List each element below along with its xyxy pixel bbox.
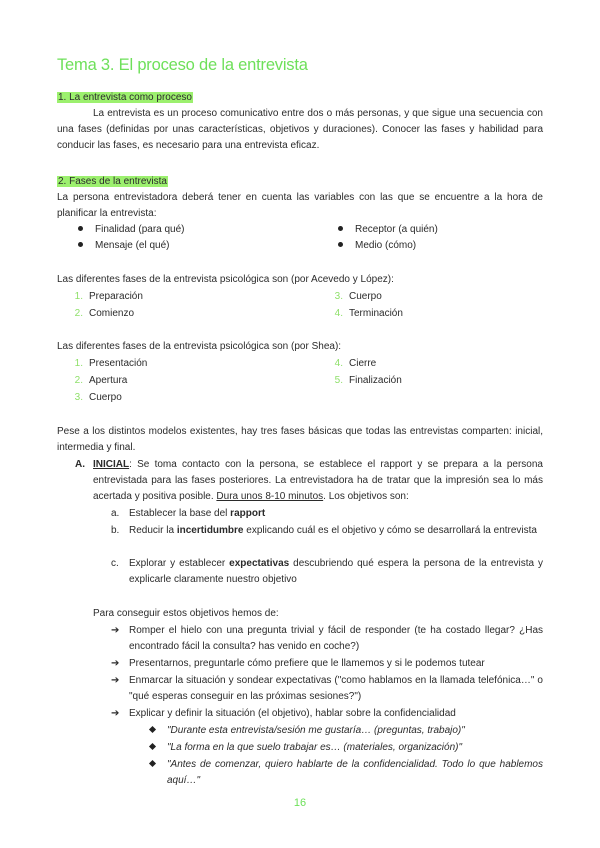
objective-item bbox=[129, 506, 543, 522]
inicial-label: INICIAL bbox=[93, 459, 130, 470]
objective-item bbox=[129, 556, 543, 588]
step-item: Romper el hielo con una pregunta trivial y fácil de responder (te ha costado llegar? ¿Has encontrado fácil la consulta? has venido en coche?) bbox=[129, 625, 543, 652]
phase-number: 1. bbox=[74, 358, 83, 369]
basic-phases-paragraph: Pese a los distintos modelos existentes, hay tres fases básicas que todas las entrevistas comparten: inicial, intermedia y final. bbox=[57, 426, 543, 453]
step-item: Presentarnos, preguntarle cómo prefiere que le llamemos y si le podemos tutear bbox=[129, 658, 485, 669]
inicial-letter-text: A. bbox=[75, 459, 85, 470]
phase-number: 2. bbox=[74, 308, 83, 319]
section-2-intro: La persona entrevistadora deberá tener en cuenta las variables con las que se encuentre a la hora de planificar la entrevista: bbox=[57, 192, 543, 219]
phase-number: 3. bbox=[334, 291, 343, 302]
objective-letter-text: b. bbox=[111, 525, 120, 536]
shea-phase bbox=[326, 356, 376, 372]
phase-label: Cuerpo bbox=[349, 291, 382, 302]
variable-label: Medio (cómo) bbox=[355, 240, 417, 251]
shea-phase bbox=[66, 356, 147, 372]
variable-item bbox=[78, 222, 185, 238]
arrow-icon: ➔ bbox=[111, 625, 120, 636]
phase-label: Preparación bbox=[89, 291, 143, 302]
page-title: Tema 3. El proceso de la entrevista bbox=[57, 56, 308, 74]
phase-label: Cuerpo bbox=[89, 392, 122, 403]
variable-item bbox=[338, 222, 438, 238]
phase-label: Cierre bbox=[349, 358, 377, 369]
quote-item: "La forma en la que suelo trabajar es… (materiales, organización)" bbox=[167, 742, 463, 753]
objective-letter bbox=[111, 523, 119, 539]
section-1-paragraph: La entrevista es un proceso comunicativo entre dos o más personas, y que sigue una secuencia con una fases (definidas por unas características, objetivos y duraciones). Conocer las fases y habilidad para conducir las fases, es necesario para una entrevista eficaz. bbox=[57, 108, 543, 151]
acevedo-phase bbox=[66, 306, 134, 322]
objective-keyword: incertidumbre bbox=[176, 525, 244, 536]
phase-label: Apertura bbox=[89, 375, 128, 386]
phase-label: Presentación bbox=[89, 358, 148, 369]
variable-label: Receptor (a quién) bbox=[355, 224, 438, 235]
variable-item bbox=[78, 238, 169, 254]
variable-item bbox=[338, 238, 416, 254]
page-number: 16 bbox=[293, 797, 307, 809]
inicial-paragraph bbox=[93, 457, 543, 505]
diamond-bullet-icon bbox=[150, 757, 165, 773]
objective-letter-text: c. bbox=[111, 558, 119, 569]
bullet-icon bbox=[78, 226, 83, 231]
bullet-icon bbox=[338, 242, 343, 247]
quote-item: "Durante esta entrevista/sesión me gustaría… (preguntas, trabajo)" bbox=[167, 725, 465, 736]
objective-keyword: expectativas bbox=[229, 558, 290, 569]
quote-item: "Antes de comenzar, quiero hablarte de la confidencialidad. Todo lo que hablemos aquí…" bbox=[167, 759, 543, 786]
objective-letter bbox=[111, 506, 119, 522]
phase-label: Comienzo bbox=[89, 308, 135, 319]
inicial-duration: Dura unos 8-10 minutos bbox=[216, 491, 324, 502]
section-1-heading bbox=[57, 90, 193, 106]
arrow-icon: ➔ bbox=[111, 675, 120, 686]
shea-phase bbox=[66, 390, 122, 406]
phase-number: 1. bbox=[74, 291, 83, 302]
variable-label: Mensaje (el qué) bbox=[95, 240, 170, 251]
objective-keyword: rapport bbox=[230, 508, 266, 519]
inicial-text-end: . Los objetivos son: bbox=[323, 491, 409, 502]
objective-text: Establecer la base del bbox=[129, 508, 231, 519]
acevedo-intro: Las diferentes fases de la entrevista psicológica son (por Acevedo y López): bbox=[57, 274, 394, 285]
objective-text: Explorar y establecer bbox=[129, 558, 230, 569]
diamond-bullet-icon bbox=[150, 740, 165, 756]
shea-intro: Las diferentes fases de la entrevista psicológica son (por Shea): bbox=[57, 341, 342, 352]
objective-letter bbox=[111, 556, 119, 572]
phase-number: 4. bbox=[334, 358, 343, 369]
inicial-letter bbox=[75, 457, 85, 473]
acevedo-phase bbox=[326, 306, 403, 322]
bullet-icon bbox=[338, 226, 343, 231]
section-1-heading-text: 1. La entrevista como proceso bbox=[58, 92, 192, 103]
objective-letter-text: a. bbox=[111, 508, 120, 519]
step-item: Explicar y definir la situación (el objetivo), hablar sobre la confidencialidad bbox=[129, 708, 456, 719]
objective-text: descubriendo qué espera la persona de la entrevista y explicarle claramente nuestro objetivo bbox=[129, 558, 543, 585]
arrow-icon: ➔ bbox=[111, 708, 120, 719]
conseguir-intro: Para conseguir estos objetivos hemos de: bbox=[93, 608, 279, 619]
objective-text: Reducir la bbox=[129, 525, 177, 536]
phase-number: 2. bbox=[74, 375, 83, 386]
phase-label: Finalización bbox=[349, 375, 402, 386]
phase-number: 3. bbox=[74, 392, 83, 403]
acevedo-phase bbox=[66, 289, 143, 305]
section-2-heading bbox=[57, 174, 168, 190]
phase-number: 5. bbox=[334, 375, 343, 386]
shea-phase bbox=[66, 373, 127, 389]
step-item: Enmarcar la situación y sondear expectativas ("como hablamos en la llamada telefónica…" o "qué esperas conseguir en las próximas sesiones?") bbox=[129, 675, 543, 702]
objective-text: explicando cuál es el objetivo y cómo se desarrollará la entrevista bbox=[243, 525, 537, 536]
bullet-icon bbox=[78, 242, 83, 247]
diamond-bullet-icon bbox=[150, 723, 165, 739]
inicial-text: : Se toma contacto con la persona, se establece el rapport y se prepara a la persona entrevistada para las fases posteriores. La entrevistadora ha de tratar que la impresión sea lo más acertada y positiva posible. bbox=[93, 459, 543, 502]
phase-number: 4. bbox=[334, 308, 343, 319]
arrow-icon: ➔ bbox=[111, 658, 120, 669]
acevedo-phase bbox=[326, 289, 382, 305]
variable-label: Finalidad (para qué) bbox=[95, 224, 185, 235]
section-2-heading-text: 2. Fases de la entrevista bbox=[58, 176, 167, 187]
shea-phase bbox=[326, 373, 402, 389]
phase-label: Terminación bbox=[349, 308, 403, 319]
objective-item bbox=[129, 523, 543, 539]
